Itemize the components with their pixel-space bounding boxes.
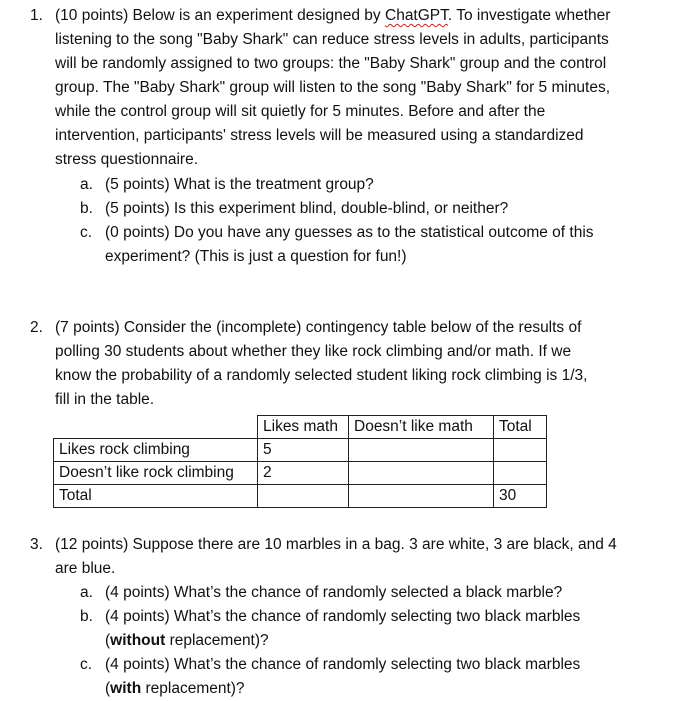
question-line: group. The "Baby Shark" group will listen to the song "Baby Shark" for 5 minutes, [55,79,611,96]
part-text: (4 points) What’s the chance of randomly selecting two black marbles [105,656,581,673]
part-text-continued: experiment? (This is just a question for fun!) [105,248,407,265]
part-text: (0 points) Do you have any guesses as to the statistical outcome of this [105,224,594,241]
part-text: (5 points) What is the treatment group? [105,176,374,193]
table-header-cell: Doesn’t like math [349,416,494,439]
text-span: . To investigate whether [447,7,611,24]
question-line: (7 points) Consider the (incomplete) contingency table below of the results of [55,319,582,336]
table-row [54,439,547,462]
part-letter: b. [80,200,93,217]
question-line: listening to the song "Baby Shark" can reduce stress levels in adults, participants [55,31,609,48]
question-line: (12 points) Suppose there are 10 marbles in a bag. 3 are white, 3 are black, and 4 [55,536,617,553]
question-line: are blue. [55,560,116,577]
part-letter: c. [80,224,93,241]
table-row-label: Total [54,485,258,508]
part-letter: a. [80,176,93,193]
table-cell: 2 [258,462,349,485]
table-cell [349,462,494,485]
table-row-label: Doesn’t like rock climbing [54,462,258,485]
table-header-row [54,416,547,439]
table-cell [349,485,494,508]
question-line [55,4,610,28]
question-number: 3. [30,536,43,553]
question-line: polling 30 students about whether they like rock climbing and/or math. If we [55,343,572,360]
table-header-cell: Likes math [258,416,349,439]
question-line: will be randomly assigned to two groups: the "Baby Shark" group and the control [55,55,607,72]
question-number: 1. [30,7,43,24]
table-header-cell [54,416,258,439]
part-letter: c. [80,656,93,673]
text-span: replacement)? [141,680,245,697]
table-row-label: Likes rock climbing [54,439,258,462]
table-cell: 30 [494,485,547,508]
question-number: 2. [30,319,43,336]
part-text-continued: (without replacement)? [105,632,269,649]
table-cell [258,485,349,508]
question-line: while the control group will sit quietly for 5 minutes. Before and after the [55,103,546,120]
question-line: intervention, participants' stress levels will be measured using a standardized [55,127,584,144]
part-letter: a. [80,584,93,601]
question-line: stress questionnaire. [55,151,199,168]
text-span: replacement)? [165,632,269,649]
emphasis-text: without [110,632,166,649]
part-text: (4 points) What’s the chance of randomly selected a black marble? [105,584,563,601]
part-text: (5 points) Is this experiment blind, double-blind, or neither? [105,200,509,217]
part-text-continued: (with replacement)? [105,680,245,697]
table-cell [349,439,494,462]
spellcheck-word: ChatGPT [385,7,448,24]
table-row [54,462,547,485]
part-letter: b. [80,608,93,625]
table-cell [494,462,547,485]
text-span: (10 points) Below is an experiment designed by [55,7,385,24]
question-line: know the probability of a randomly selected student liking rock climbing is 1/3, [55,367,588,384]
table-cell [494,439,547,462]
question-line: fill in the table. [55,391,155,408]
table-cell: 5 [258,439,349,462]
table-header-cell: Total [494,416,547,439]
emphasis-text: with [110,680,142,697]
part-text: (4 points) What’s the chance of randomly selecting two black marbles [105,608,581,625]
contingency-table [53,415,547,508]
table-row [54,485,547,508]
